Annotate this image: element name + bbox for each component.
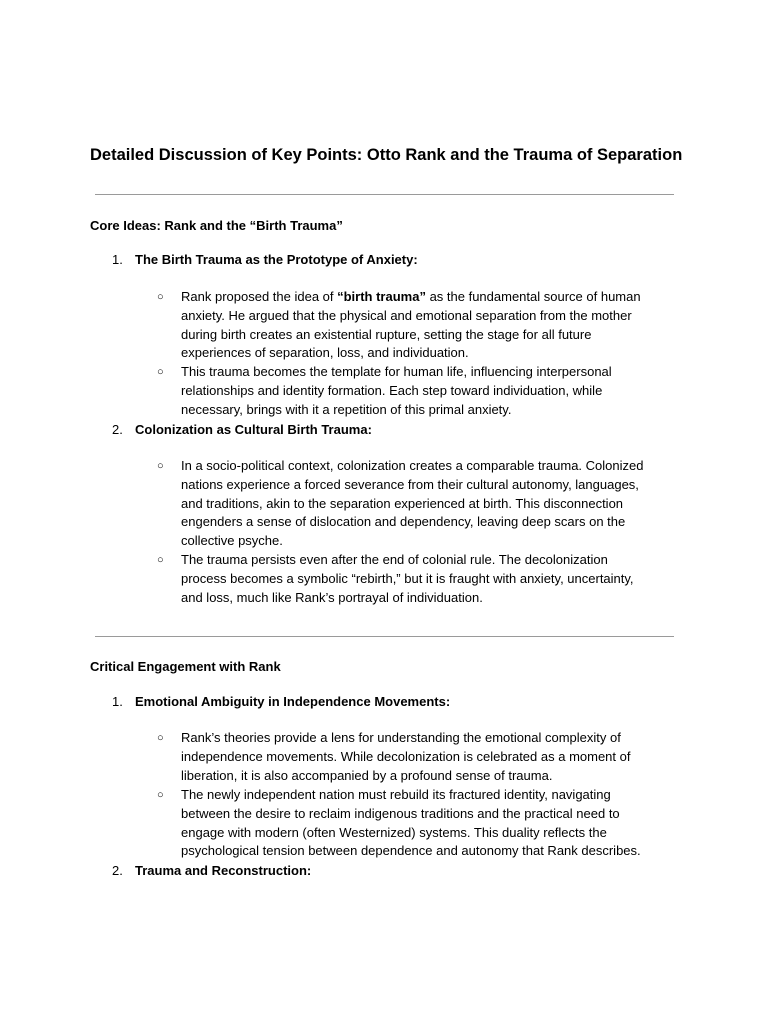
list-item-number: 1.	[112, 252, 123, 267]
bullet-text-line: The newly independent nation must rebuild its fractured identity, navigating	[181, 787, 611, 802]
bullet-text-line: In a socio-political context, colonization creates a comparable trauma. Colonized	[181, 458, 644, 473]
hollow-circle-bullet-icon: ○	[157, 554, 164, 566]
hollow-circle-bullet-icon: ○	[157, 789, 164, 801]
list-item-heading	[112, 250, 418, 269]
bullet-text-line: and loss, much like Rank’s portrayal of individuation.	[181, 589, 483, 605]
bullet-text-line: independence movements. While decolonization is celebrated as a moment of	[181, 748, 631, 764]
bullet-point	[157, 457, 681, 551]
list-item-heading	[112, 692, 450, 711]
hollow-circle-bullet-icon: ○	[157, 291, 164, 303]
bullet-point	[157, 363, 681, 419]
emphasis-term: “birth trauma”	[337, 289, 426, 304]
section-heading-critical-engagement: Critical Engagement with Rank	[90, 659, 281, 674]
horizontal-rule	[95, 194, 674, 195]
list-item-number: 2.	[112, 422, 123, 437]
list-item-heading	[112, 420, 372, 439]
list-item-heading	[112, 861, 311, 880]
horizontal-rule	[95, 636, 674, 637]
list-item-number: 1.	[112, 694, 123, 709]
bullet-text-line: nations experience a forced severance from their cultural autonomy, languages,	[181, 476, 639, 492]
document-title: Detailed Discussion of Key Points: Otto Rank and the Trauma of Separation	[90, 146, 683, 164]
bullet-text-line: liberation, it is also accompanied by a profound sense of trauma.	[181, 767, 553, 783]
bullet-text-line: This trauma becomes the template for human life, influencing interpersonal	[181, 364, 612, 379]
hollow-circle-bullet-icon: ○	[157, 366, 164, 378]
bullet-text-line: experiences of separation, loss, and individuation.	[181, 345, 469, 361]
section-heading-core-ideas: Core Ideas: Rank and the “Birth Trauma”	[90, 218, 343, 233]
bullet-point	[157, 786, 681, 861]
bullet-text-line: engenders a sense of dislocation and dependency, leaving deep scars on the	[181, 514, 626, 530]
bullet-point	[157, 729, 681, 785]
bullet-text-line: during birth creates an existential rupture, setting the stage for all future	[181, 326, 592, 342]
bullet-text-line: anxiety. He argued that the physical and emotional separation from the mother	[181, 307, 632, 323]
hollow-circle-bullet-icon: ○	[157, 460, 164, 472]
bullet-text-line: engage with modern (often Westernized) systems. This duality reflects the	[181, 824, 607, 840]
bullet-point	[157, 288, 681, 363]
list-item-label: Trauma and Reconstruction:	[135, 863, 312, 878]
bullet-text-line: process becomes a symbolic “rebirth,” but it is fraught with anxiety, uncertainty,	[181, 570, 634, 586]
bullet-text-line: The trauma persists even after the end of colonial rule. The decolonization	[181, 552, 608, 567]
bullet-text-line: Rank’s theories provide a lens for understanding the emotional complexity of	[181, 730, 621, 745]
bullet-point	[157, 551, 681, 607]
bullet-text-line: and traditions, akin to the separation experienced at birth. This disconnection	[181, 495, 624, 511]
bullet-text-line: psychological tension between dependence and autonomy that Rank describes.	[181, 843, 641, 859]
bullet-text-line: between the desire to reclaim indigenous traditions and the practical need to	[181, 805, 620, 821]
list-item-label: Colonization as Cultural Birth Trauma:	[135, 422, 372, 437]
list-item-number: 2.	[112, 863, 123, 878]
bullet-text-line: necessary, brings with it a repetition of this primal anxiety.	[181, 401, 512, 417]
list-item-label: The Birth Trauma as the Prototype of Anxiety:	[135, 252, 418, 267]
list-item-label: Emotional Ambiguity in Independence Movements:	[135, 694, 451, 709]
hollow-circle-bullet-icon: ○	[157, 732, 164, 744]
bullet-text-line: collective psyche.	[181, 533, 283, 549]
bullet-text-line: relationships and identity formation. Each step toward individuation, while	[181, 382, 603, 398]
bullet-text-line: Rank proposed the idea of “birth trauma” as the fundamental source of human	[181, 289, 641, 304]
